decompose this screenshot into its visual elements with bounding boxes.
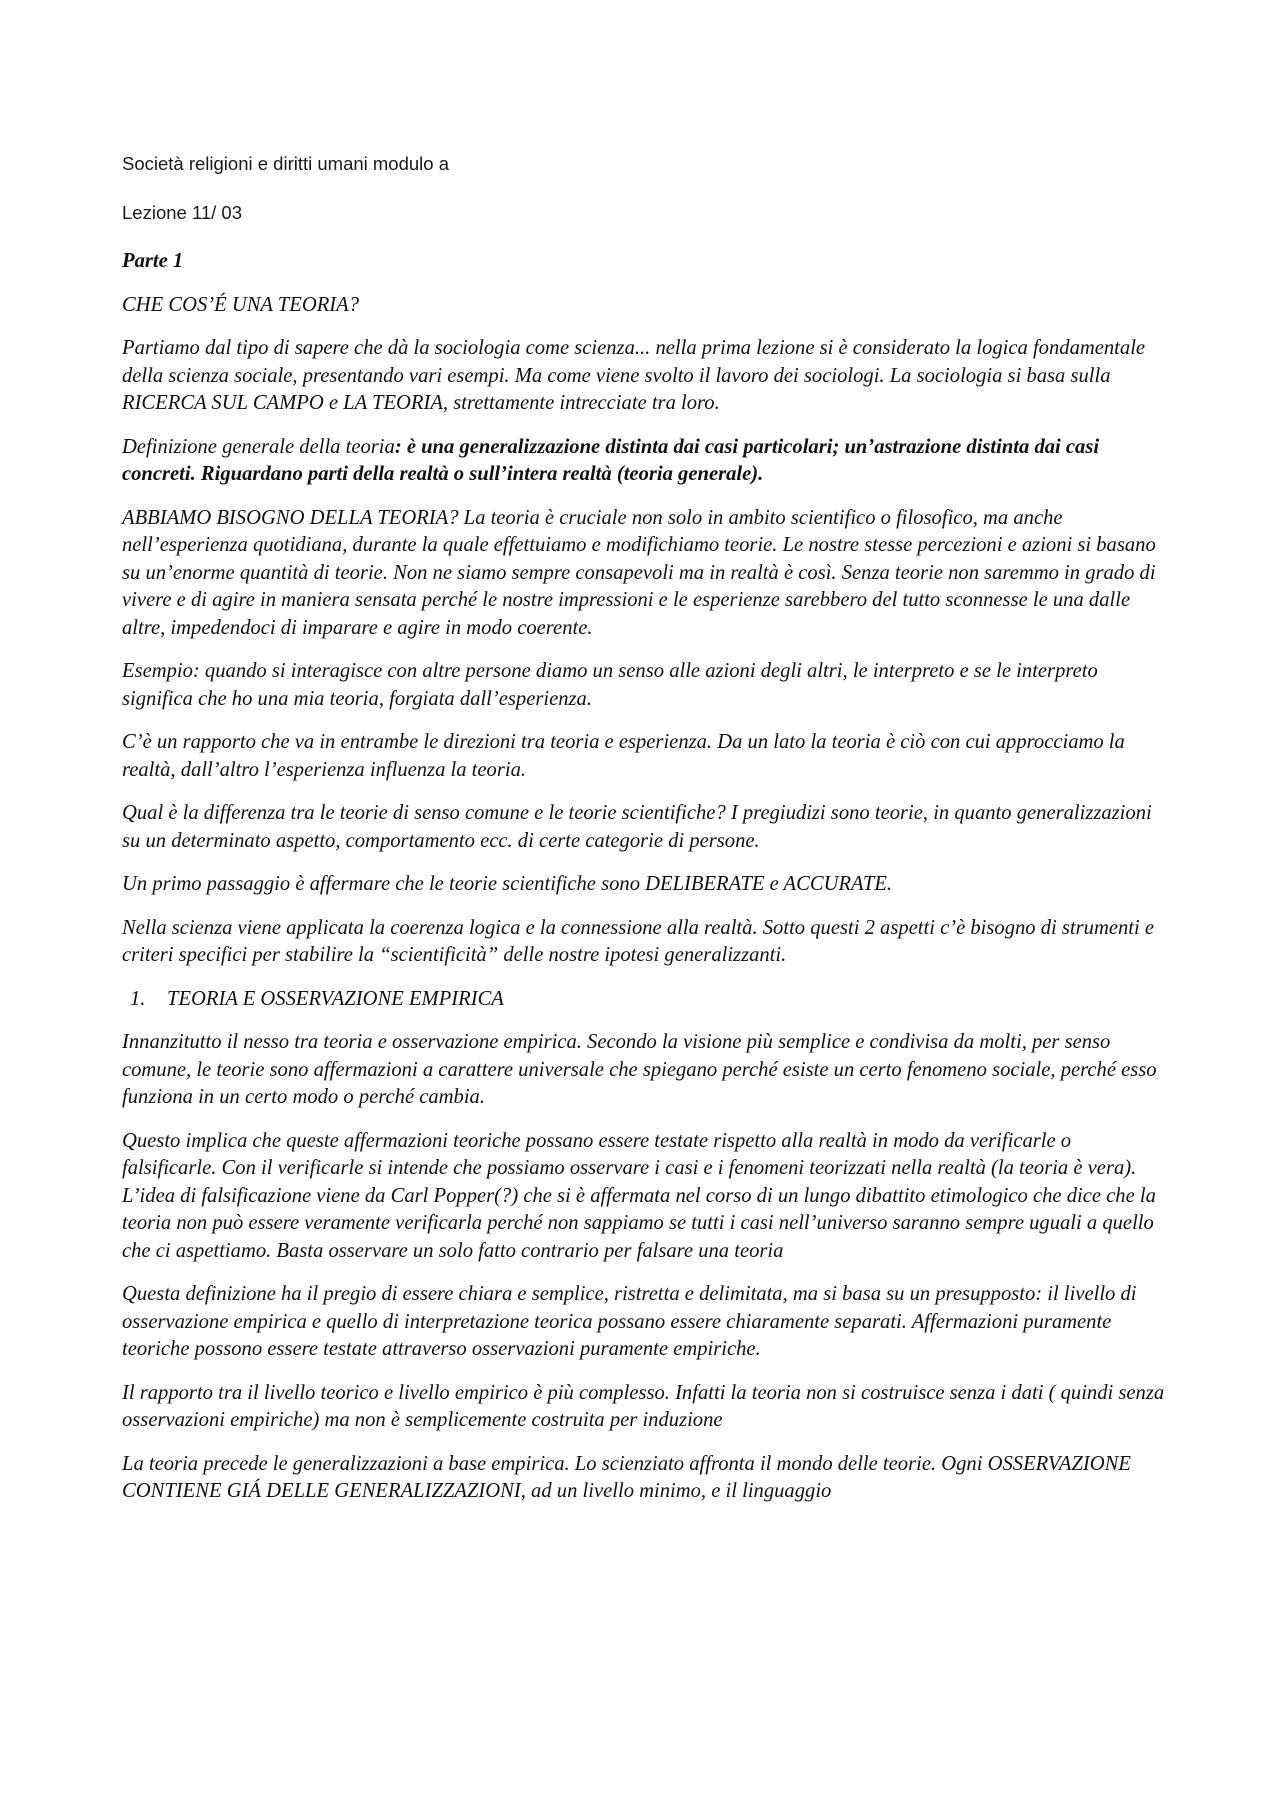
list-number: 1. xyxy=(130,987,146,1010)
document-title: Società religioni e diritti umani modulo a xyxy=(122,153,450,174)
paragraph-13: La teoria precede le generalizzazioni a base empirica. Lo scienziato affronta il mondo delle teorie. Ogni OSSERVAZIONE CONTIENE GIÁ DELLE GENERALIZZAZIONI, ad un livello minimo, e il linguaggio xyxy=(122,1452,1131,1502)
paragraph-6: Qual è la differenza tra le teorie di senso comune e le teorie scientifiche? I pregiudizi sono teorie, in quanto generalizzazioni su un determinato aspetto, comportamento ecc. di certe categorie di persone. xyxy=(122,802,1152,852)
definition-intro: Definizione generale della teoria xyxy=(122,435,395,458)
paragraph-11: Questa definizione ha il pregio di essere chiara e semplice, ristretta e delimitata, ma si basa su un presupposto: il livello di osservazione empirica e quello di interpretazione teorica possano essere chiaramente separati. Affermazioni puramente teoriche possono essere testate attraverso osservazioni puramente empiriche. xyxy=(122,1283,1137,1360)
numbered-heading-1 xyxy=(130,986,1170,1014)
paragraph-10: Questo implica che queste affermazioni teoriche possano essere testate rispetto alla realtà in modo da verificarle o falsificarle. Con il verificarle si intende che possiamo osservare i casi e i fenomeni teorizzati nella realtà (la teoria è vera). L’idea di falsificazione viene da Carl Popper(?) che si è affermata nel corso di un lungo dibattito etimologico che dice che la teoria non può essere veramente verificarla perché non sappiamo se tutti i casi nell’universo saranno sempre uguali a quello che ci aspettiamo. Basta osservare un solo fatto contrario per falsare una teoria xyxy=(122,1129,1156,1262)
definition-bold: : è una generalizzazione distinta dai casi particolari; un’astrazione distinta dai casi concreti. Riguardano parti della realtà o sull’intera realtà (teoria generale). xyxy=(122,435,1100,485)
lesson-label: Lezione 11/ 03 xyxy=(122,202,243,223)
paragraph-3: ABBIAMO BISOGNO DELLA TEORIA? La teoria è cruciale non solo in ambito scientifico o filosofico, ma anche nell’esperienza quotidiana, durante la quale effettuiamo e modifichiamo teorie. Le nostre stesse percezioni e azioni si basano su un’enorme quantità di teorie. Non ne siamo sempre consapevoli ma in realtà è così. Senza teorie non saremmo in grado di vivere e di agire in maniera sensata perché le nostre impressioni e le esperienze sarebbero del tutto sconnesse le una dalle altre, impedendoci di imparare e agire in modo coerente. xyxy=(122,506,1156,639)
paragraph-9: Innanzitutto il nesso tra teoria e osservazione empirica. Secondo la visione più semplice e condivisa da molti, per senso comune, le teorie sono affermazioni a carattere universale che spiegano perché esiste un certo fenomeno sociale, perché esso funziona in un certo modo o perché cambia. xyxy=(122,1031,1157,1108)
section-question: CHE COS’É UNA TEORIA? xyxy=(122,293,360,316)
part-heading: Parte 1 xyxy=(122,250,184,272)
paragraph-7: Un primo passaggio è affermare che le teorie scientifiche sono DELIBERATE e ACCURATE. xyxy=(122,873,893,895)
paragraph-8: Nella scienza viene applicata la coerenza logica e la connessione alla realtà. Sotto questi 2 aspetti c’è bisogno di strumenti e criteri specifici per stabilire la “scientificità” delle nostre ipotesi generalizzanti. xyxy=(122,916,1154,966)
paragraph-5: C’è un rapporto che va in entrambe le direzioni tra teoria e esperienza. Da un lato la teoria è ciò con cui approcciamo la realtà, dall’altro l’esperienza influenza la teoria. xyxy=(122,731,1125,781)
paragraph-1: Partiamo dal tipo di sapere che dà la sociologia come scienza... nella prima lezione si è considerato la logica fondamentale della scienza sociale, presentando vari esempi. Ma come viene svolto il lavoro dei sociologi. La sociologia si basa sulla RICERCA SUL CAMPO e LA TEORIA, strettamente intrecciate tra loro. xyxy=(122,337,1146,414)
paragraph-12: Il rapporto tra il livello teorico e livello empirico è più complesso. Infatti la teoria non si costruisce senza i dati ( quindi senza osservazioni empiriche) ma non è semplicemente costruita per induzione xyxy=(122,1381,1165,1431)
document-page xyxy=(122,150,1170,1522)
list-item-text: TEORIA E OSSERVAZIONE EMPIRICA xyxy=(167,987,504,1010)
paragraph-4: Esempio: quando si interagisce con altre persone diamo un senso alle azioni degli altri, le interpreto e se le interpreto significa che ho una mia teoria, forgiata dall’esperienza. xyxy=(122,660,1098,710)
paragraph-definition xyxy=(122,434,1170,489)
